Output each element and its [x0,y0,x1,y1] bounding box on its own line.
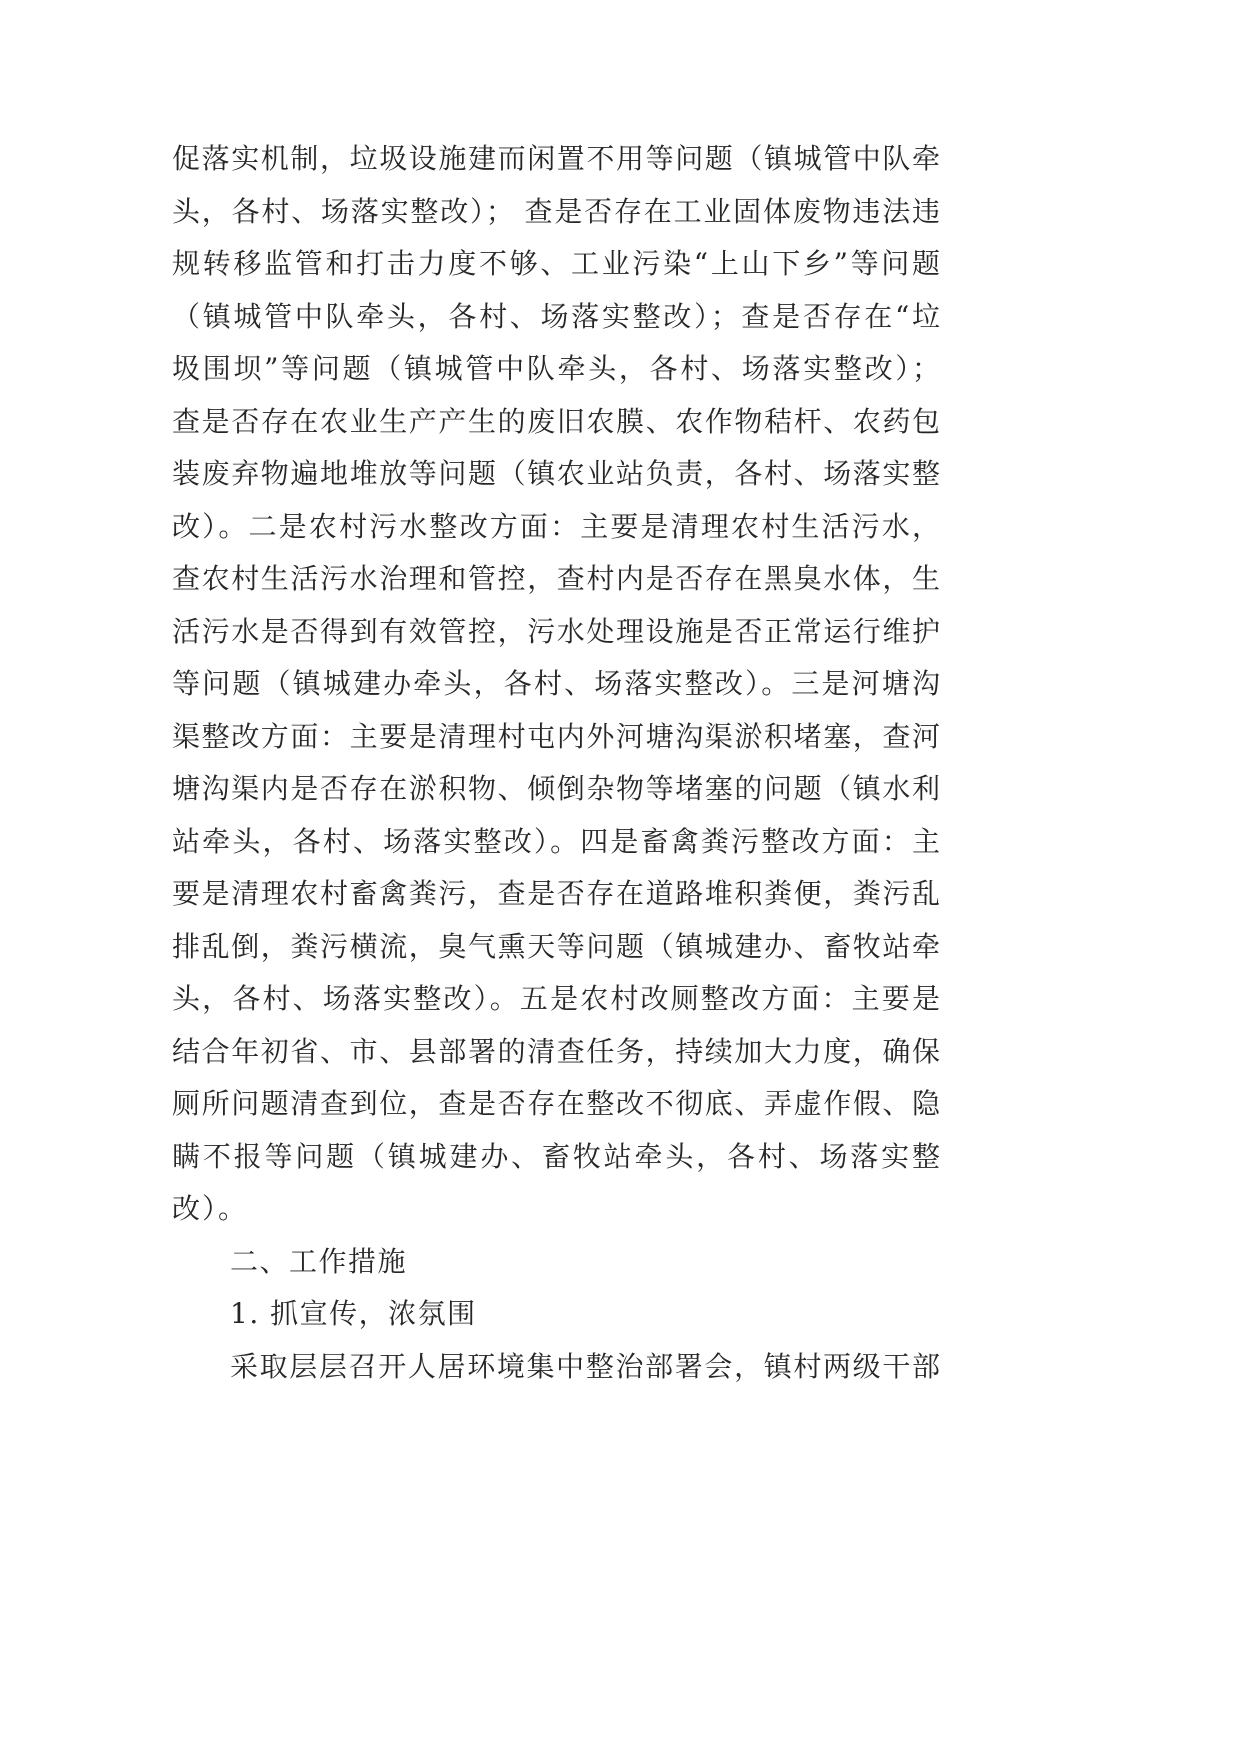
section-subheading: 1. 抓宣传，浓氛围 [230,1297,477,1330]
body-line: 等问题（镇城建办牵头，各村、场落实整改）。三是河塘沟 [172,667,940,700]
body-line: 瞒不报等问题（镇城建办、畜牧站牵头，各村、场落实整 [172,1139,940,1173]
body-line: 圾围坝”等问题（镇城管中队牵头，各村、场落实整改）； [172,352,940,385]
body-line: 改）。二是农村污水整改方面：主要是清理农村生活污水， [172,509,940,543]
body-line: 促落实机制，垃圾设施建而闲置不用等问题（镇城管中队牵 [172,142,940,175]
body-line: 厕所问题清查到位，查是否存在整改不彻底、弄虚作假、隐 [172,1087,940,1120]
paragraph-first-line: 采取层层召开人居环境集中整治部署会，镇村两级干部 [230,1349,940,1383]
body-line: 渠整改方面：主要是清理村屯内外河塘沟渠淤积堵塞，查河 [172,719,940,753]
document-body [172,133,940,1393]
body-line: 查是否存在农业生产产生的废旧农膜、农作物秸杆、农药包 [172,404,940,438]
body-line: 结合年初省、市、县部署的清查任务，持续加大力度，确保 [172,1034,940,1068]
body-line: 塘沟渠内是否存在淤积物、倾倒杂物等堵塞的问题（镇水利 [172,772,940,805]
body-line: 要是清理农村畜禽粪污，查是否存在道路堆积粪便，粪污乱 [172,877,940,910]
body-line: （镇城管中队牵头，各村、场落实整改）；查是否存在“垃 [172,299,940,333]
body-line: 头，各村、场落实整改）。五是农村改厕整改方面：主要是 [172,982,940,1015]
body-line: 排乱倒，粪污横流，臭气熏天等问题（镇城建办、畜牧站牵 [172,929,940,963]
body-line: 活污水是否得到有效管控，污水处理设施是否正常运行维护 [172,614,940,648]
section-heading: 二、工作措施 [230,1244,408,1278]
body-line: 装废弃物遍地堆放等问题（镇农业站负责，各村、场落实整 [172,457,940,490]
body-last-line: 改）。 [172,1192,249,1225]
body-line: 查农村生活污水治理和管控，查村内是否存在黑臭水体，生 [172,562,940,595]
body-line: 站牵头，各村、场落实整改）。四是畜禽粪污整改方面：主 [172,824,940,858]
body-line: 头，各村、场落实整改）； 查是否存在工业固体废物违法违 [172,194,940,228]
body-line: 规转移监管和打击力度不够、工业污染“上山下乡”等问题 [172,247,940,280]
